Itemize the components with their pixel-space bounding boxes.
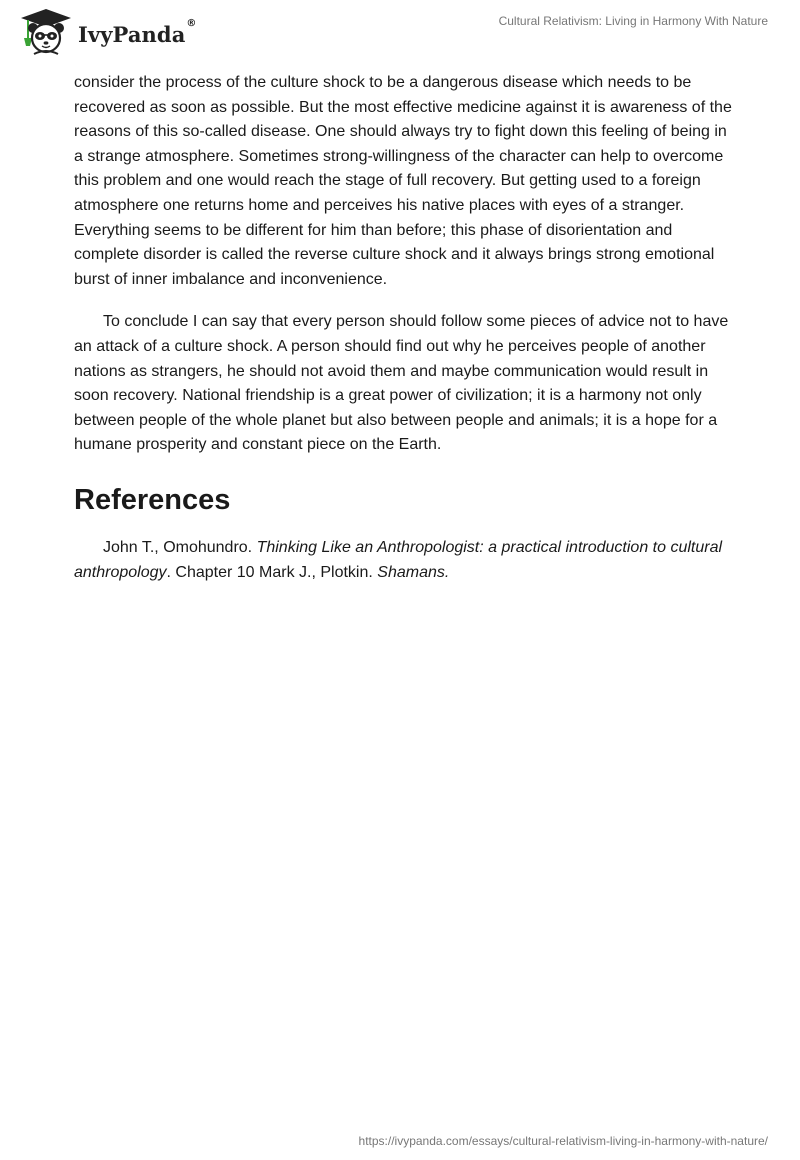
essay-content — [74, 71, 734, 585]
body-paragraph: consider the process of the culture shock to be a dangerous disease which needs to be recovered as soon as possible. But the most effective medicine against it is awareness of the reasons of this so-called disease. One should always try to fight down this feeling of being in a strange atmosphere. Sometimes strong-willingness of the character can help to overcome this problem and one would reach the stage of full recovery. But getting used to a foreign atmosphere one returns home and perceives his native places with eyes of a stranger. Everything seems to be different for him than before; this phase of disorientation and complete disorder is called the reverse culture shock and it always brings strong emotional burst of inner imbalance and inconvenience. — [74, 74, 732, 288]
reference-title: Thinking Like an Anthropologist: a practical introduction to cultural anthropology — [74, 538, 723, 581]
logo-name: IvyPanda — [78, 21, 186, 47]
registered-mark: ® — [186, 17, 197, 29]
reference-entry — [74, 536, 734, 585]
running-title: Cultural Relativism: Living in Harmony With Nature — [498, 14, 768, 28]
ivypanda-logo[interactable] — [16, 8, 197, 56]
logo-wordmark — [78, 17, 197, 47]
panda-graduate-icon — [16, 8, 76, 56]
page-header — [0, 0, 800, 62]
reference-title: Shamans. — [377, 563, 450, 581]
footer-url[interactable]: https://ivypanda.com/essays/cultural-relativism-living-in-harmony-with-nature/ — [358, 1134, 768, 1148]
references-heading: References — [74, 483, 231, 516]
reference-author: John T., Omohundro. — [103, 538, 257, 556]
body-paragraph: To conclude I can say that every person should follow some pieces of advice not to have an attack of a culture shock. A person should find out why he perceives people of another nations as strangers, he should not avoid them and maybe communication would result in soon recovery. National friendship is a great power of civilization; it is a harmony not only between people of the whole planet but also between people and animals; it is a hope for a humane prosperity and constant piece on the Earth. — [74, 313, 729, 454]
reference-middle: . Chapter 10 Mark J., Plotkin. — [166, 563, 378, 581]
